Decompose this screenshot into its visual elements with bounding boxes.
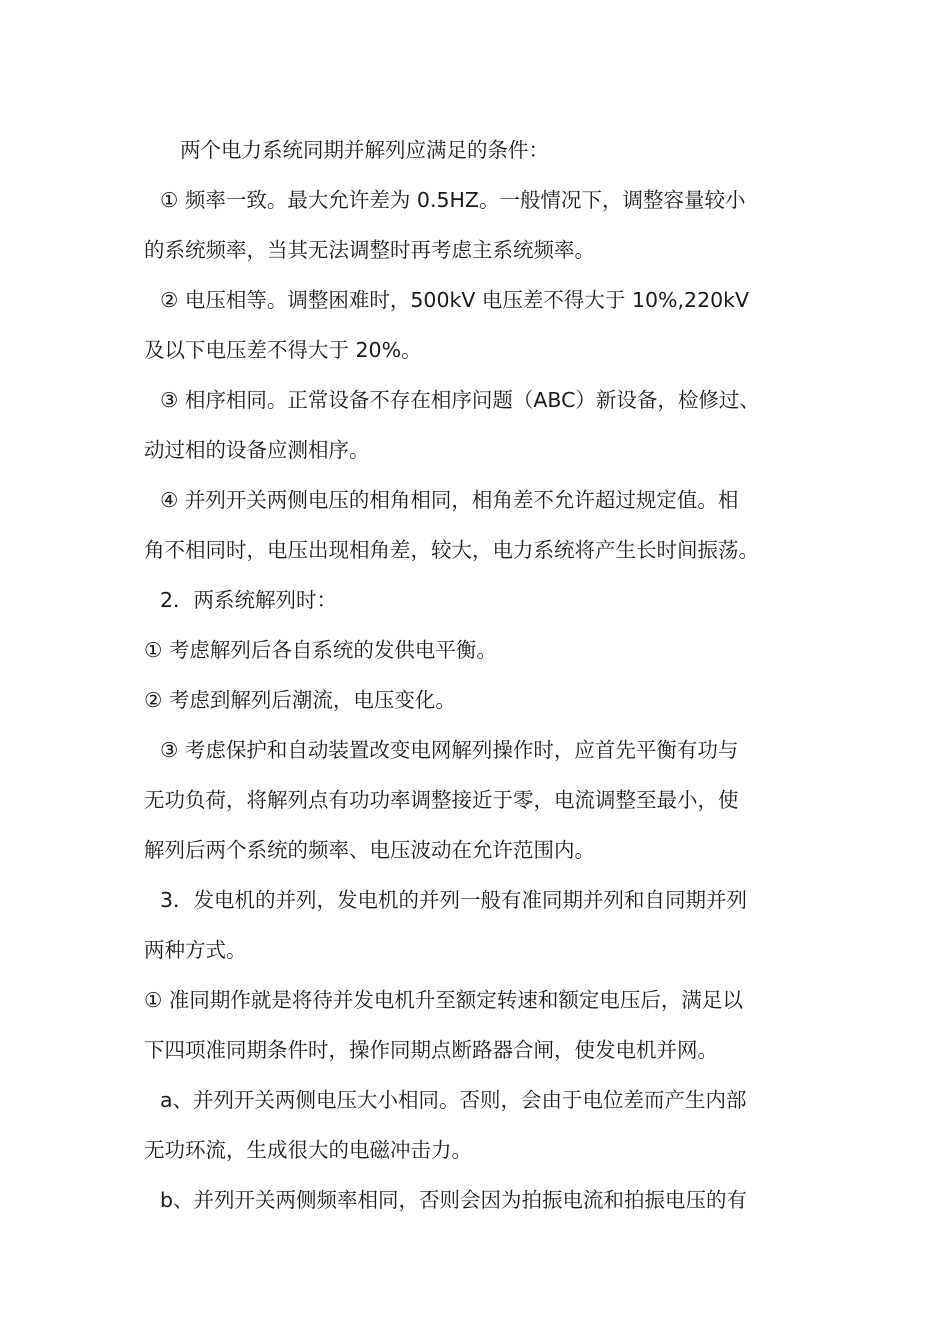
paragraph-line: ④ 并列开关两侧电压的相角相同，相角差不允许超过规定值。相 — [160, 488, 739, 512]
paragraph-line: ① 准同期作就是将待并发电机升至额定转速和额定电压后，满足以 — [144, 988, 743, 1012]
paragraph-line: 两种方式。 — [144, 938, 247, 962]
section-heading: 2．两系统解列时： — [160, 588, 338, 612]
heading-conditions: 两个电力系统同期并解列应满足的条件： — [180, 138, 549, 162]
paragraph-line: 下四项准同期条件时，操作同期点断路器合闸，使发电机并网。 — [144, 1038, 718, 1062]
paragraph-line: 及以下电压差不得大于 20%。 — [144, 338, 422, 362]
paragraph-line: a、并列开关两侧电压大小相同。否则，会由于电位差而产生内部 — [160, 1088, 747, 1112]
section-heading: 3．发电机的并列，发电机的并列一般有准同期并列和自同期并列 — [160, 888, 748, 912]
paragraph-line: 无功环流，生成很大的电磁冲击力。 — [144, 1138, 472, 1162]
paragraph-line: 无功负荷，将解列点有功功率调整接近于零，电流调整至最小，使 — [144, 788, 739, 812]
paragraph-line: 的系统频率，当其无法调整时再考虑主系统频率。 — [144, 238, 595, 262]
paragraph-line: 角不相同时，电压出现相角差，较大，电力系统将产生长时间振荡。 — [144, 538, 759, 562]
paragraph-line: ② 考虑到解列后潮流，电压变化。 — [144, 688, 456, 712]
paragraph-line: ② 电压相等。调整困难时，500kV 电压差不得大于 10%,220kV — [160, 288, 750, 312]
paragraph-line: ① 频率一致。最大允许差为 0.5HZ。一般情况下，调整容量较小 — [160, 188, 746, 212]
paragraph-line: b、并列开关两侧频率相同，否则会因为拍振电流和拍振电压的有 — [160, 1188, 748, 1212]
paragraph-line: 动过相的设备应测相序。 — [144, 438, 370, 462]
paragraph-line: ③ 考虑保护和自动装置改变电网解列操作时，应首先平衡有功与 — [160, 738, 739, 762]
paragraph-line: 解列后两个系统的频率、电压波动在允许范围内。 — [144, 838, 595, 862]
paragraph-line: ① 考虑解列后各自系统的发供电平衡。 — [144, 638, 497, 662]
paragraph-line: ③ 相序相同。正常设备不存在相序问题（ABC）新设备，检修过、 — [160, 388, 760, 412]
